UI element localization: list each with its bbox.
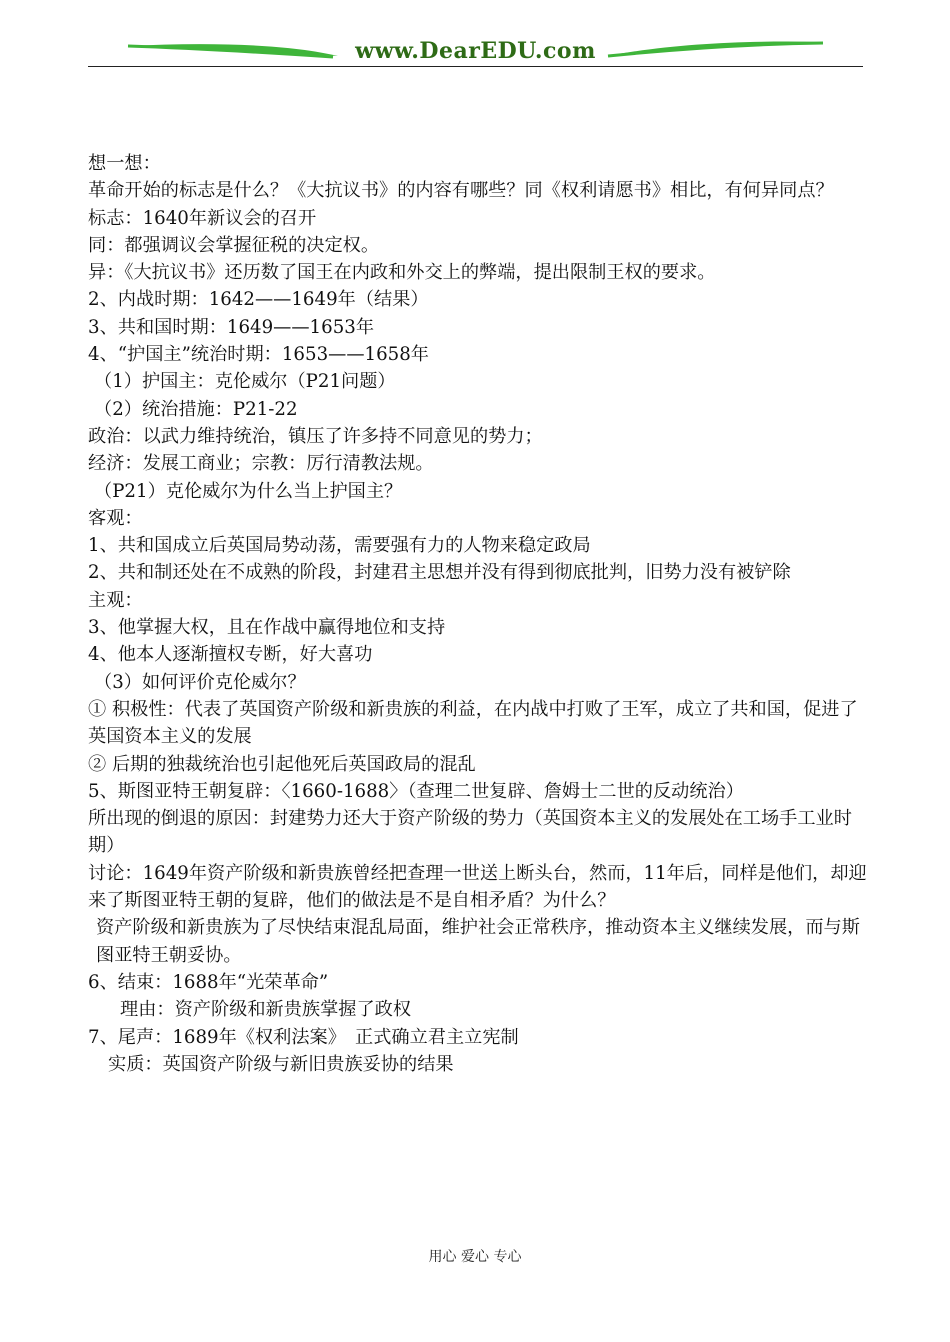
text-line: 3、共和国时期：1649——1653年 xyxy=(88,316,375,338)
text-line: （P21）克伦威尔为什么当上护国主？ xyxy=(94,480,403,502)
site-logo-text: www.DearEDU.com xyxy=(355,38,596,64)
text-line: （2）统治措施：P21-22 xyxy=(94,398,298,420)
text-line: 实质：英国资产阶级与新旧贵族妥协的结果 xyxy=(108,1053,454,1075)
text-line: 标志：1640年新议会的召开 xyxy=(88,207,317,229)
text-line: 7、尾声：1689年《权利法案》 正式确立君主立宪制 xyxy=(88,1026,519,1048)
page-footer: 用心 爱心 专心 xyxy=(428,1249,522,1265)
text-line: 政治：以武力维持统治，镇压了许多持不同意见的势力； xyxy=(88,425,543,447)
text-line: 同：都强调议会掌握征税的决定权。 xyxy=(88,234,380,256)
text-line: 所出现的倒退的原因：封建势力还大于资产阶级的势力（英国资本主义的发展处在工场手工业时期） xyxy=(88,808,852,857)
text-line: ② 后期的独裁统治也引起他死后英国政局的混乱 xyxy=(88,753,476,775)
text-line: 主观： xyxy=(88,589,143,611)
header-divider xyxy=(88,66,863,67)
text-line: 资产阶级和新贵族为了尽快结束混乱局面，维护社会正常秩序，推动资本主义继续发展，而与斯图亚特王朝妥协。 xyxy=(96,917,860,966)
text-line: （3）如何评价克伦威尔？ xyxy=(94,671,306,693)
think-heading: 想一想： xyxy=(88,153,161,174)
text-line: 经济：发展工商业；宗教：厉行清教法规。 xyxy=(88,453,434,475)
text-line: 6、结束：1688年“光荣革命” xyxy=(88,971,329,993)
text-line: 4、他本人逐渐擅权专断，好大喜功 xyxy=(88,644,373,666)
text-line: 2、内战时期：1642——1649年（结果） xyxy=(88,289,429,311)
document-body xyxy=(88,150,868,1078)
text-line: 1、共和国成立后英国局势动荡，需要强有力的人物来稳定政局 xyxy=(88,535,591,557)
text-line: 5、斯图亚特王朝复辟：〈1660-1688〉（查理二世复辟、詹姆士二世的反动统治） xyxy=(88,780,744,802)
text-line: 3、他掌握大权，且在作战中赢得地位和支持 xyxy=(88,617,446,639)
text-line: 客观： xyxy=(88,507,143,529)
text-line: （1）护国主：克伦威尔（P21问题） xyxy=(94,371,396,393)
discussion-line: 讨论：1649年资产阶级和新贵族曾经把查理一世送上断头台，然而，11年后，同样是他们，却迎来了斯图亚特王朝的复辟，他们的做法是不是自相矛盾？为什么？ xyxy=(88,862,867,912)
text-line: ① 积极性：代表了英国资产阶级和新贵族的利益，在内战中打败了王军，成立了共和国，促进了英国资本主义的发展 xyxy=(88,698,858,748)
text-line: 理由：资产阶级和新贵族掌握了政权 xyxy=(120,999,412,1021)
text-line: 异：《大抗议书》还历数了国王在内政和外交上的弊端，提出限制王权的要求。 xyxy=(88,262,716,284)
text-line: 4、“护国主”统治时期：1653——1658年 xyxy=(88,344,429,366)
question-line: 革命开始的标志是什么？《大抗议书》的内容有哪些？同《权利请愿书》相比，有何异同点？ xyxy=(88,180,834,202)
text-line: 2、共和制还处在不成熟的阶段，封建君主思想并没有得到彻底批判，旧势力没有被铲除 xyxy=(88,562,791,584)
page-header xyxy=(88,30,863,70)
